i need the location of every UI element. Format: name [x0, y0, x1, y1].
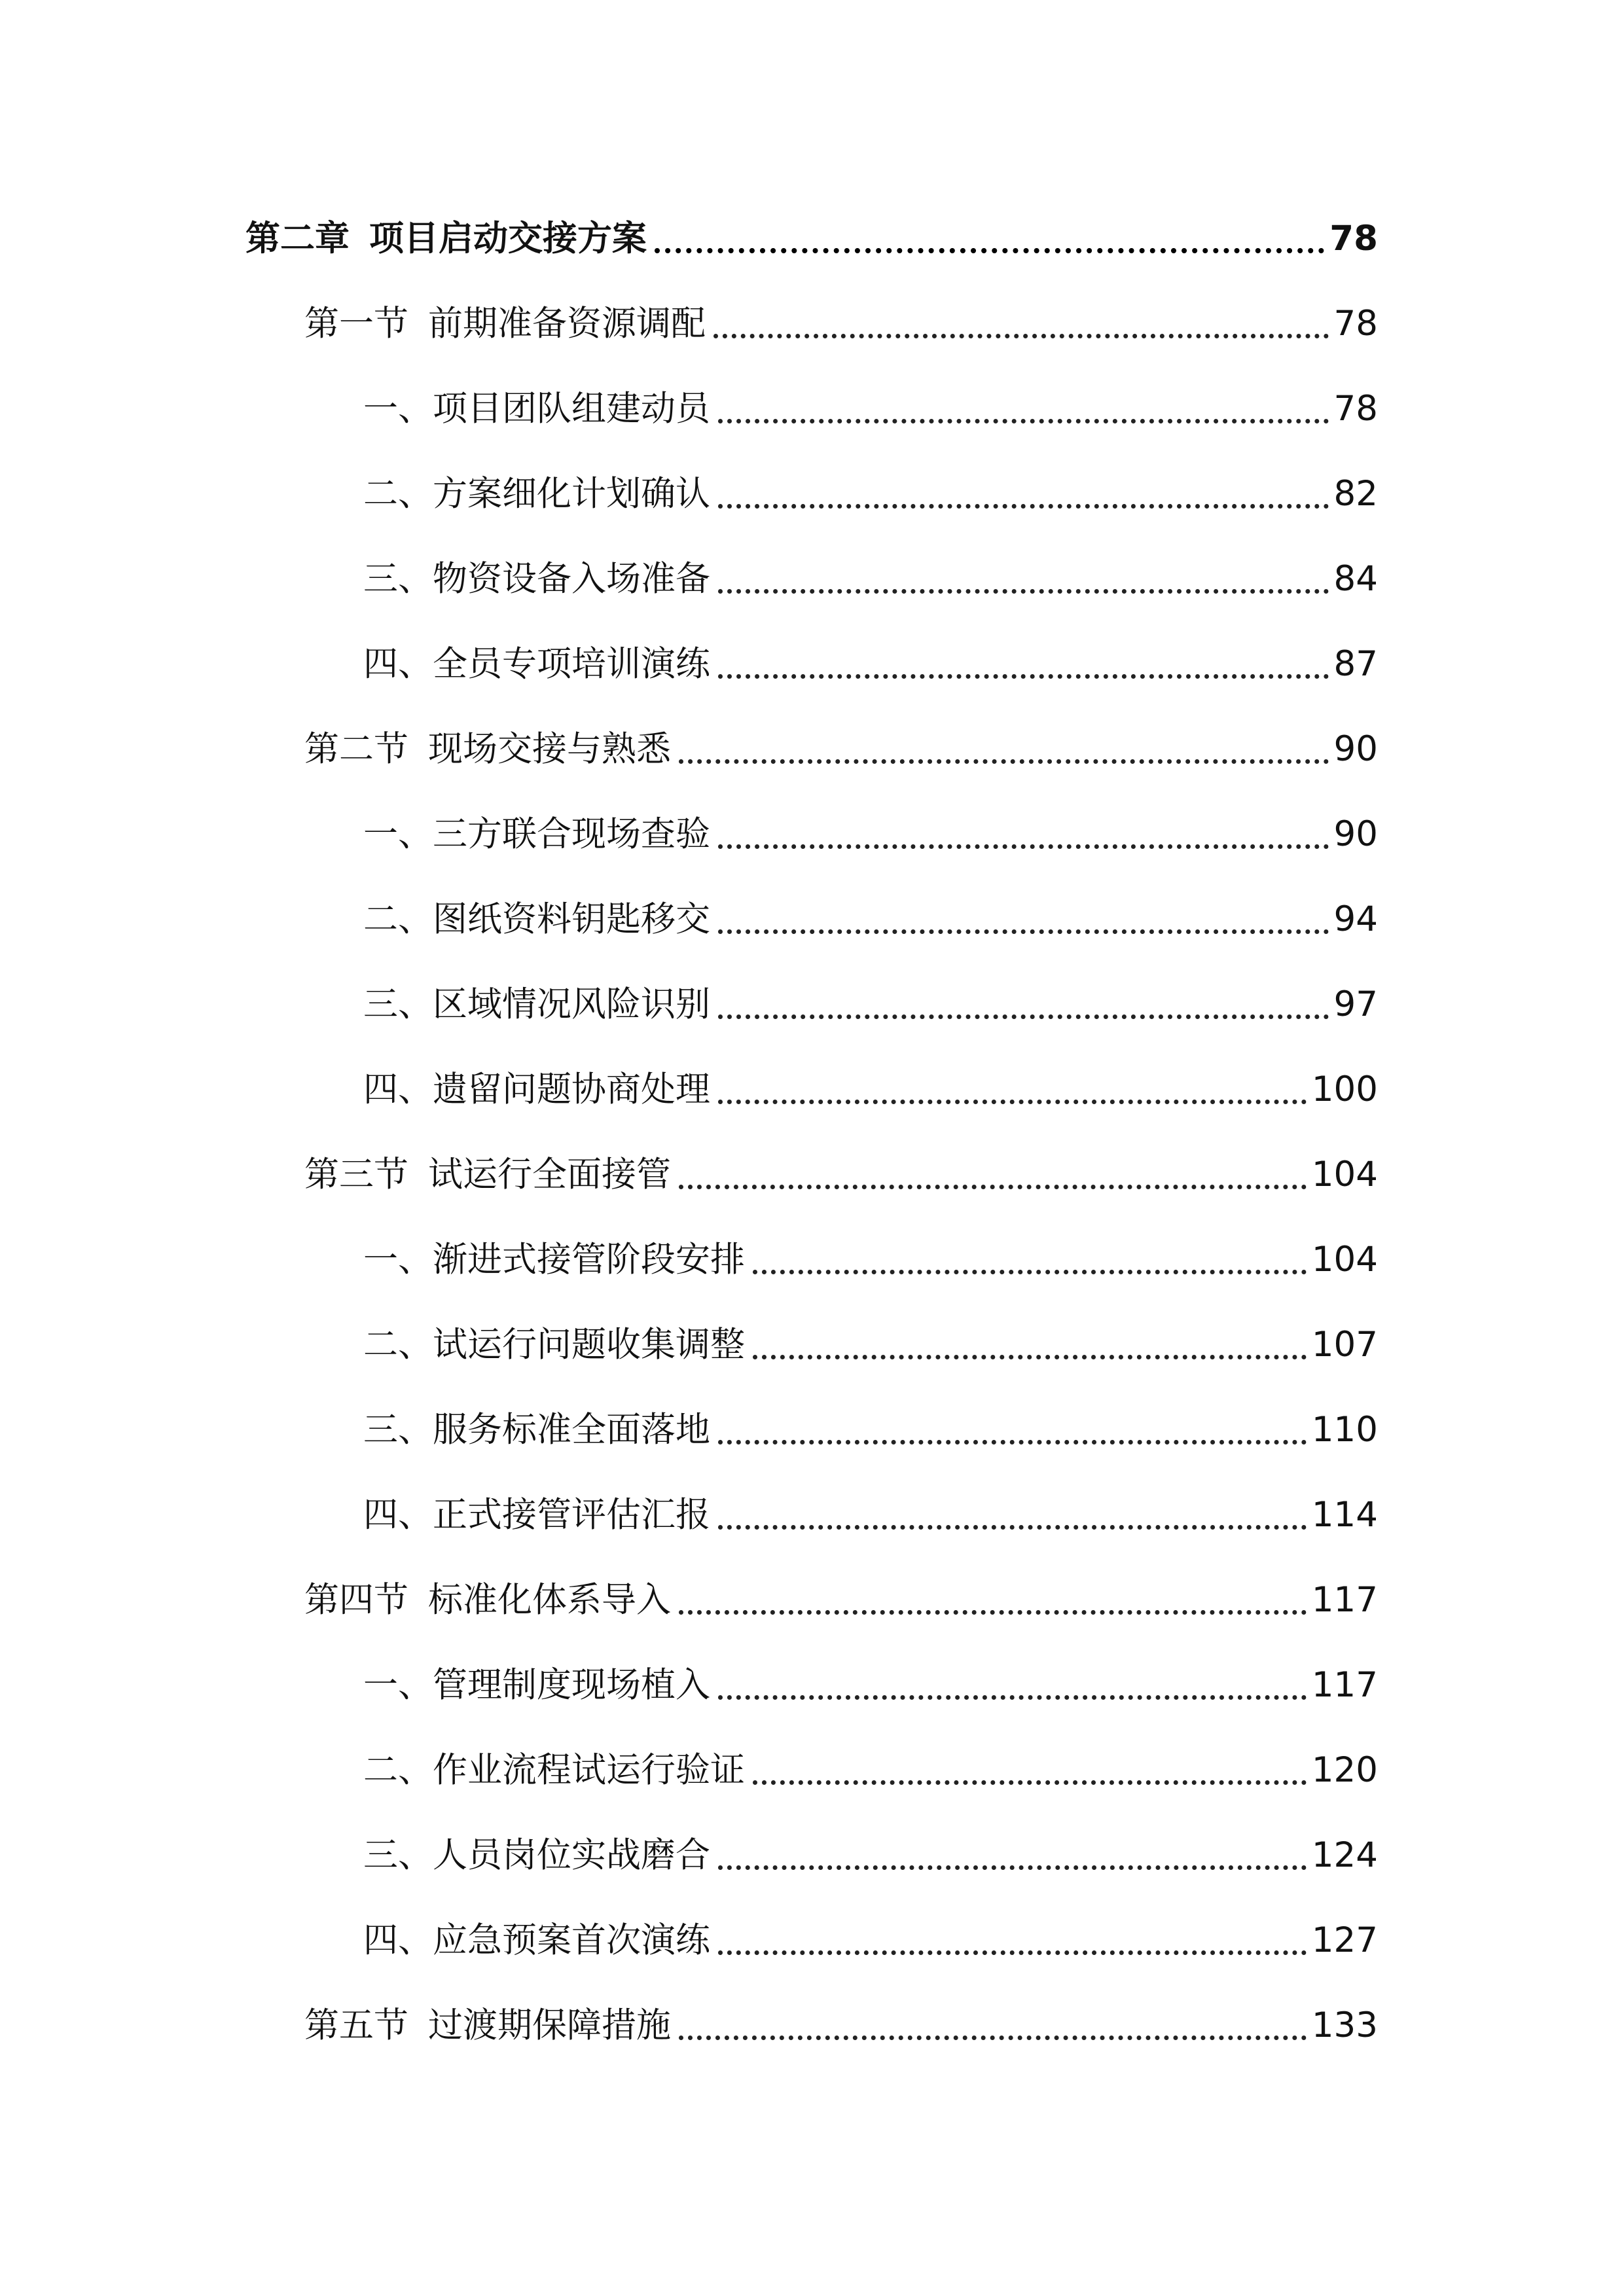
- toc-entry-chapter-2[interactable]: [245, 213, 1378, 265]
- toc-entry-number: 三、: [363, 1835, 433, 1875]
- dot-leader: [753, 1270, 1307, 1274]
- toc-entry-section-2[interactable]: [304, 723, 1378, 776]
- toc-entry-title: 试运行问题收集调整: [433, 1325, 745, 1365]
- dot-leader: [655, 248, 1324, 253]
- toc-entry-title: 作业流程试运行验证: [433, 1750, 745, 1790]
- toc-entry-page: 124: [1311, 1835, 1378, 1875]
- toc-entry-number: 第一节: [304, 304, 408, 344]
- toc-entry-title: 人员岗位实战磨合: [433, 1835, 710, 1875]
- toc-entry-title: 三方联合现场查验: [433, 814, 710, 854]
- dot-leader: [718, 1100, 1307, 1104]
- toc-entry-number: 三、: [363, 559, 433, 599]
- toc-entry-page: 87: [1333, 644, 1378, 684]
- dot-leader: [718, 1525, 1307, 1530]
- toc-entry-title: 项目启动交接方案: [369, 219, 647, 259]
- toc-entry-section-1[interactable]: [304, 298, 1378, 350]
- toc-entry-title: 全员专项培训演练: [433, 644, 710, 684]
- toc-entry-number: 一、: [363, 389, 433, 429]
- toc-entry-number: 三、: [363, 984, 433, 1024]
- toc-entry-page: 94: [1333, 899, 1378, 939]
- toc-entry-item[interactable]: [363, 638, 1378, 691]
- toc-entry-item[interactable]: [363, 468, 1378, 520]
- toc-entry-section-4[interactable]: [304, 1574, 1378, 1626]
- dot-leader: [679, 1185, 1307, 1189]
- toc-entry-page: 84: [1333, 559, 1378, 599]
- toc-entry-title: 应急预案首次演练: [433, 1920, 710, 1960]
- toc-entry-number: 二、: [363, 1325, 433, 1365]
- toc-entry-number: 一、: [363, 814, 433, 854]
- toc-entry-item[interactable]: [363, 1319, 1378, 1371]
- toc-entry-section-3[interactable]: [304, 1149, 1378, 1201]
- toc-entry-page: 117: [1311, 1580, 1378, 1620]
- toc-entry-page: 90: [1333, 729, 1378, 769]
- toc-entry-item[interactable]: [363, 1744, 1378, 1797]
- dot-leader: [718, 419, 1329, 423]
- toc-entry-number: 三、: [363, 1410, 433, 1450]
- dot-leader: [718, 589, 1329, 594]
- toc-entry-title: 方案细化计划确认: [433, 474, 710, 514]
- dot-leader: [718, 1865, 1307, 1870]
- toc-entry-page: 104: [1311, 1155, 1378, 1194]
- toc-entry-title: 项目团队组建动员: [433, 389, 710, 429]
- toc-entry-number: 四、: [363, 1920, 433, 1960]
- dot-leader: [718, 1950, 1307, 1955]
- toc-entry-number: 四、: [363, 1495, 433, 1535]
- toc-entry-page: 78: [1333, 304, 1378, 344]
- toc-entry-item[interactable]: [363, 1234, 1378, 1286]
- dot-leader: [718, 1014, 1329, 1019]
- toc-entry-number: 四、: [363, 644, 433, 684]
- toc-entry-number: 四、: [363, 1069, 433, 1109]
- toc-entry-number: 二、: [363, 899, 433, 939]
- toc-entry-item[interactable]: [363, 1914, 1378, 1967]
- toc-entry-number: 第五节: [304, 2005, 408, 2045]
- toc-entry-item[interactable]: [363, 1489, 1378, 1541]
- toc-entry-item[interactable]: [363, 1404, 1378, 1456]
- toc-entry-page: 90: [1333, 814, 1378, 854]
- toc-entry-title: 试运行全面接管: [428, 1155, 671, 1194]
- toc-entry-page: 78: [1329, 219, 1378, 259]
- toc-entry-item[interactable]: [363, 383, 1378, 435]
- toc-entry-item[interactable]: [363, 553, 1378, 605]
- dot-leader: [718, 1440, 1307, 1444]
- toc-entry-page: 133: [1311, 2005, 1378, 2045]
- toc-entry-page: 78: [1333, 389, 1378, 429]
- toc-entry-page: 117: [1311, 1665, 1378, 1705]
- dot-leader: [718, 674, 1329, 679]
- toc-entry-title: 管理制度现场植入: [433, 1665, 710, 1705]
- dot-leader: [679, 2036, 1307, 2040]
- toc-entry-number: 二、: [363, 1750, 433, 1790]
- toc-entry-item[interactable]: [363, 808, 1378, 861]
- toc-entry-title: 标准化体系导入: [428, 1580, 671, 1620]
- toc-entry-item[interactable]: [363, 978, 1378, 1031]
- toc-entry-number: 一、: [363, 1240, 433, 1280]
- toc-entry-title: 渐进式接管阶段安排: [433, 1240, 745, 1280]
- toc-entry-number: 一、: [363, 1665, 433, 1705]
- toc-entry-title: 物资设备入场准备: [433, 559, 710, 599]
- toc-entry-item[interactable]: [363, 1064, 1378, 1116]
- toc-entry-page: 107: [1311, 1325, 1378, 1365]
- toc-entry-title: 现场交接与熟悉: [428, 729, 671, 769]
- toc-entry-title: 服务标准全面落地: [433, 1410, 710, 1450]
- dot-leader: [718, 1695, 1307, 1700]
- toc-entry-number: 第三节: [304, 1155, 408, 1194]
- toc-entry-title: 图纸资料钥匙移交: [433, 899, 710, 939]
- dot-leader: [753, 1780, 1307, 1785]
- toc-entry-title: 过渡期保障措施: [428, 2005, 671, 2045]
- toc-entry-number: 第四节: [304, 1580, 408, 1620]
- dot-leader: [753, 1355, 1307, 1359]
- toc-entry-title: 前期准备资源调配: [428, 304, 706, 344]
- toc-entry-page: 120: [1311, 1750, 1378, 1790]
- dot-leader: [718, 844, 1329, 849]
- toc-entry-page: 104: [1311, 1240, 1378, 1280]
- toc-entry-title: 区域情况风险识别: [433, 984, 710, 1024]
- toc-entry-item[interactable]: [363, 893, 1378, 946]
- toc-entry-page: 82: [1333, 474, 1378, 514]
- toc-entry-title: 正式接管评估汇报: [433, 1495, 710, 1535]
- toc-entry-title: 遗留问题协商处理: [433, 1069, 710, 1109]
- toc-entry-item[interactable]: [363, 1829, 1378, 1882]
- toc-entry-page: 100: [1311, 1069, 1378, 1109]
- dot-leader: [718, 929, 1329, 934]
- toc-entry-page: 110: [1311, 1410, 1378, 1450]
- toc-entry-page: 114: [1311, 1495, 1378, 1535]
- toc-entry-number: 二、: [363, 474, 433, 514]
- toc-entry-number: 第二章: [245, 219, 350, 259]
- toc-entry-page: 97: [1333, 984, 1378, 1024]
- toc-entry-item[interactable]: [363, 1659, 1378, 1712]
- dot-leader: [679, 1610, 1307, 1615]
- dot-leader: [679, 759, 1329, 764]
- dot-leader: [713, 334, 1329, 338]
- toc-entry-page: 127: [1311, 1920, 1378, 1960]
- toc-entry-section-5[interactable]: [304, 2000, 1378, 2052]
- dot-leader: [718, 504, 1329, 509]
- toc-entry-number: 第二节: [304, 729, 408, 769]
